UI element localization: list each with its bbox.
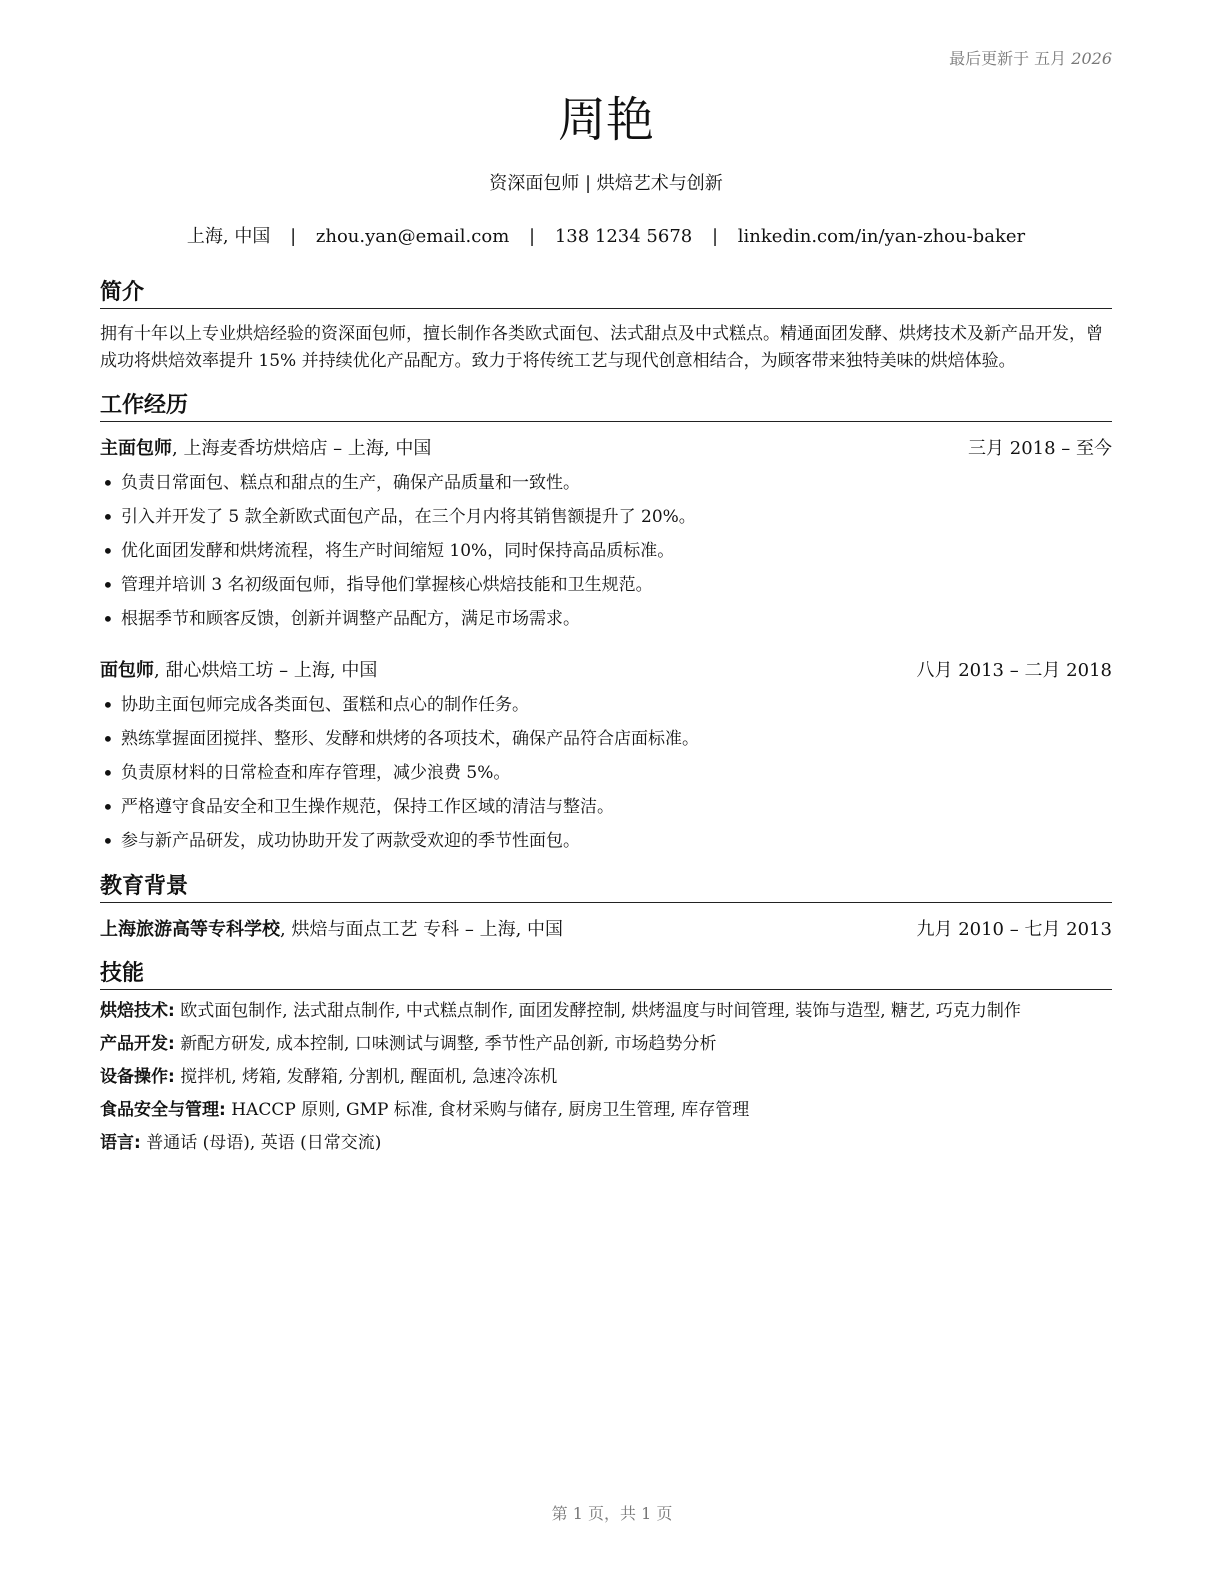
summary-text: 拥有十年以上专业烘焙经验的资深面包师，擅长制作各类欧式面包、法式甜点及中式糕点。精通面团发酵、烘烤技术及新产品开发，曾成功将烘焙效率提升 15% 并持续优化产品配方。致力于将传统工艺与现代创意相结合，为顾客带来独特美味的烘焙体验。 bbox=[100, 324, 1103, 371]
experience-section bbox=[100, 391, 1112, 858]
experience-role: 面包师 bbox=[100, 660, 154, 681]
experience-entry-header bbox=[100, 658, 1112, 684]
skill-row bbox=[100, 1130, 1112, 1157]
bullet-item: • 负责日常面包、糕点和甜点的生产，确保产品质量和一致性。 bbox=[100, 466, 1112, 500]
summary-title: 简介 bbox=[100, 278, 1112, 309]
bullet-item: • 参与新产品研发，成功协助开发了两款受欢迎的季节性面包。 bbox=[100, 824, 1112, 858]
experience-role-org bbox=[100, 658, 377, 684]
bullet-item: • 严格遵守食品安全和卫生操作规范，保持工作区域的清洁与整洁。 bbox=[100, 790, 1112, 824]
experience-entry-header bbox=[100, 436, 1112, 462]
education-entry-header bbox=[100, 917, 1112, 943]
skill-label: 产品开发: bbox=[100, 1034, 175, 1054]
bullet-item: • 根据季节和顾客反馈，创新并调整产品配方，满足市场需求。 bbox=[100, 602, 1112, 636]
education-title: 教育背景 bbox=[100, 872, 1112, 903]
experience-title: 工作经历 bbox=[100, 391, 1112, 422]
experience-dates: 八月 2013 – 二月 2018 bbox=[916, 660, 1112, 681]
bullet-item: • 管理并培训 3 名初级面包师，指导他们掌握核心烘焙技能和卫生规范。 bbox=[100, 568, 1112, 602]
contact-separator: | bbox=[711, 226, 719, 247]
bullet-item: • 优化面团发酵和烘烤流程，将生产时间缩短 10%，同时保持高品质标准。 bbox=[100, 534, 1112, 568]
skill-value: 新配方研发, 成本控制, 口味测试与调整, 季节性产品创新, 市场趋势分析 bbox=[174, 1034, 717, 1054]
skill-row bbox=[100, 1064, 1112, 1091]
skill-value: 欧式面包制作, 法式甜点制作, 中式糕点制作, 面团发酵控制, 烘烤温度与时间管理, 装饰与造型, 糖艺, 巧克力制作 bbox=[174, 1001, 1021, 1021]
experience-role-org bbox=[100, 436, 431, 462]
skill-row bbox=[100, 1031, 1112, 1058]
experience-bullets bbox=[100, 466, 1112, 636]
education-school: 上海旅游高等专科学校 bbox=[100, 919, 280, 940]
contact-linkedin-link[interactable]: linkedin.com/in/yan-zhou-baker bbox=[737, 226, 1026, 247]
experience-role: 主面包师 bbox=[100, 438, 172, 459]
skill-row bbox=[100, 998, 1112, 1025]
contact-separator: | bbox=[529, 226, 536, 247]
skill-value: 搅拌机, 烤箱, 发酵箱, 分割机, 醒面机, 急速冷冻机 bbox=[174, 1067, 558, 1087]
education-entry bbox=[100, 917, 1112, 943]
skill-label: 设备操作: bbox=[100, 1067, 175, 1087]
bullet-item: • 熟练掌握面团搅拌、整形、发酵和烘烤的各项技术，确保产品符合店面标准。 bbox=[100, 722, 1112, 756]
page-number-footer: 第 1 页，共 1 页 bbox=[551, 1504, 673, 1523]
experience-entry bbox=[100, 436, 1112, 636]
bullet-item: • 引入并开发了 5 款全新欧式面包产品，在三个月内将其销售额提升了 20%。 bbox=[100, 500, 1112, 534]
bullet-item: • 协助主面包师完成各类面包、蛋糕和点心的制作任务。 bbox=[100, 688, 1112, 722]
education-school-detail bbox=[100, 917, 563, 943]
last-updated bbox=[949, 46, 1112, 69]
experience-bullets bbox=[100, 688, 1112, 858]
experience-org: , 甜心烘焙工坊 – 上海, 中国 bbox=[154, 660, 378, 681]
contact-phone: 138 1234 5678 bbox=[554, 226, 693, 247]
contact-location: 上海, 中国 bbox=[186, 226, 271, 247]
skills-section bbox=[100, 959, 1112, 1157]
skill-label: 语言: bbox=[100, 1133, 141, 1153]
skill-value: 普通话 (母语), 英语 (日常交流) bbox=[140, 1133, 382, 1153]
experience-dates: 三月 2018 – 至今 bbox=[968, 438, 1112, 459]
skills-list bbox=[100, 998, 1112, 1157]
skill-label: 烘焙技术: bbox=[100, 1001, 175, 1021]
education-dates: 九月 2010 – 七月 2013 bbox=[916, 919, 1112, 940]
skill-row bbox=[100, 1097, 1112, 1124]
bullet-item: • 负责原材料的日常检查和库存管理，减少浪费 5%。 bbox=[100, 756, 1112, 790]
education-detail: , 烘焙与面点工艺 专科 – 上海, 中国 bbox=[280, 919, 564, 940]
contact-email-link[interactable]: zhou.yan@email.com bbox=[315, 226, 510, 247]
experience-org: , 上海麦香坊烘焙店 – 上海, 中国 bbox=[172, 438, 432, 459]
skill-label: 食品安全与管理: bbox=[100, 1100, 226, 1120]
skills-title: 技能 bbox=[100, 959, 1112, 990]
education-section bbox=[100, 872, 1112, 943]
candidate-name: 周艳 bbox=[557, 92, 654, 148]
skill-value: HACCP 原则, GMP 标准, 食材采购与储存, 厨房卫生管理, 库存管理 bbox=[225, 1100, 750, 1120]
summary-section bbox=[100, 278, 1112, 375]
contact-line bbox=[100, 224, 1112, 250]
last-updated-prefix: 最后更新于 五月 bbox=[949, 49, 1067, 68]
last-updated-year: 2026 bbox=[1071, 49, 1112, 68]
candidate-headline: 资深面包师 | 烘焙艺术与创新 bbox=[489, 173, 723, 194]
experience-entry bbox=[100, 658, 1112, 858]
contact-separator: | bbox=[290, 226, 297, 247]
